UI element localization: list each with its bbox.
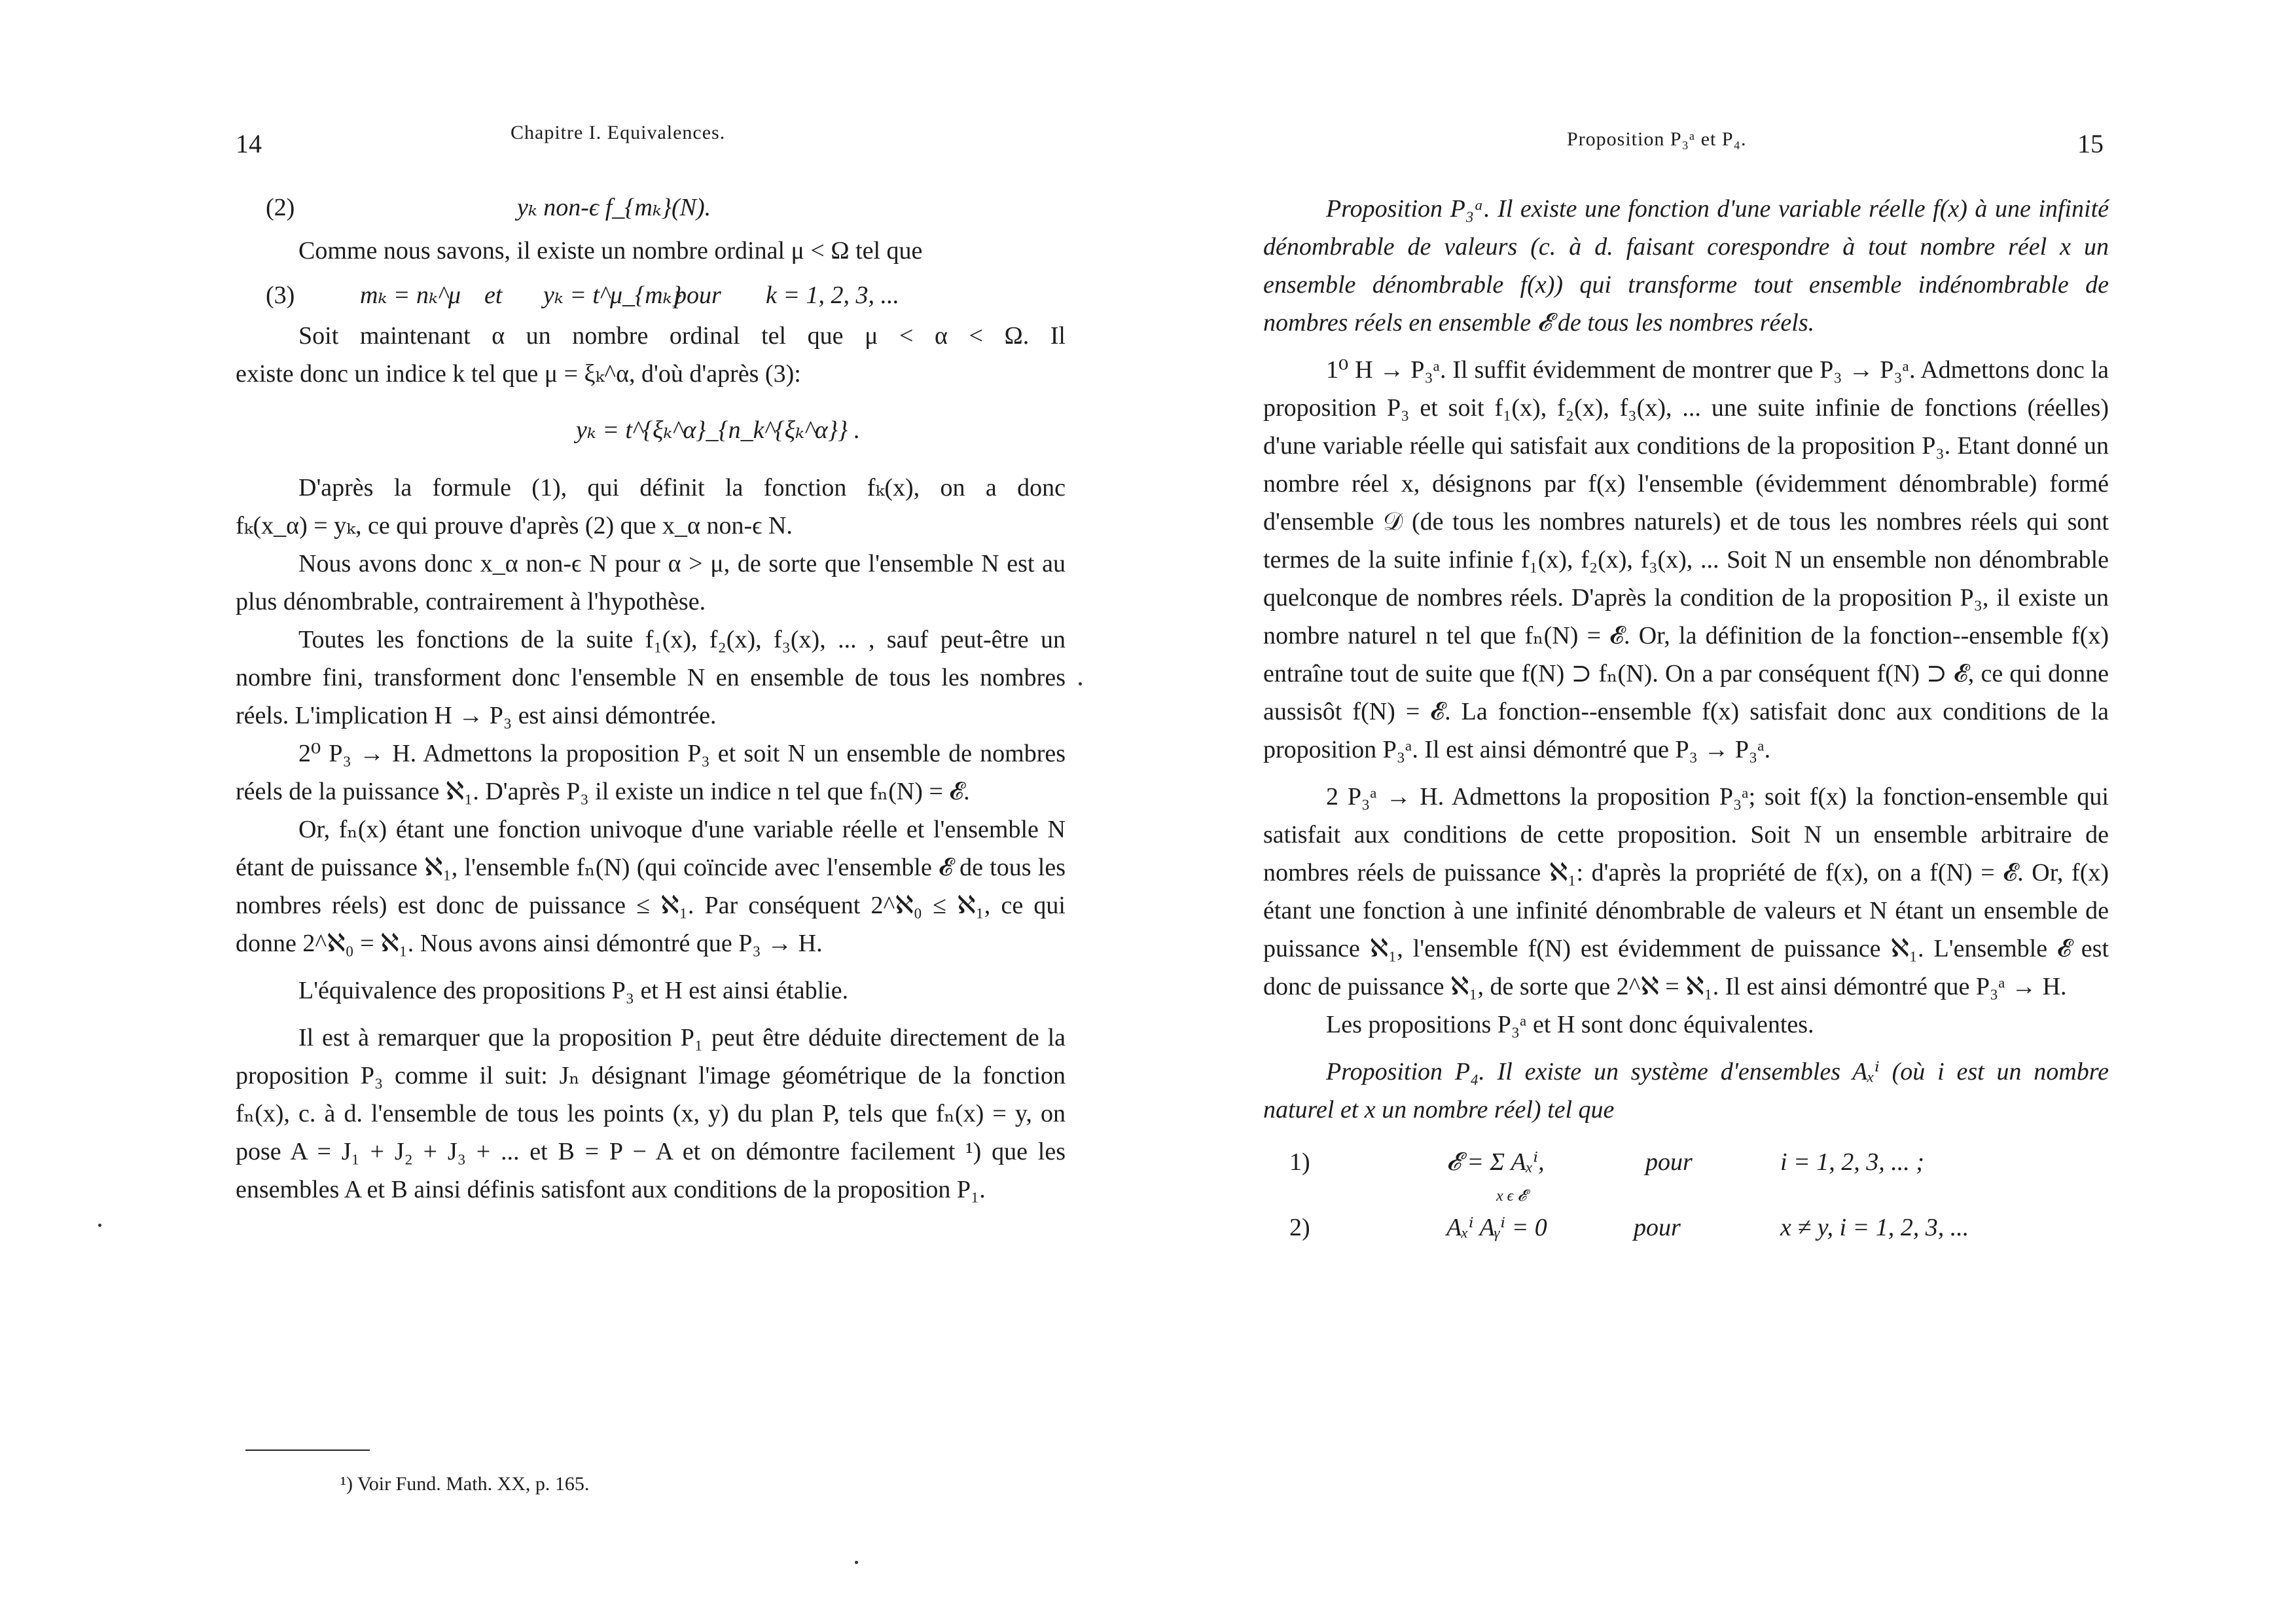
- paragraph: Nous avons donc x_α non-ϵ N pour α > μ, de sorte que l'ensemble N est au plus dénombrable, contrairement à l'hypothèse.: [236, 550, 1066, 615]
- equation-part: i = 1, 2, 3, ... ;: [1780, 1148, 1924, 1176]
- paragraph-line: Soit maintenant α un nombre ordinal tel que μ < α < Ω. Il: [298, 322, 1066, 350]
- equation-part: mₖ = nₖ^μ: [360, 282, 461, 309]
- page-number: 15: [2077, 129, 2104, 158]
- paragraph-line: fₖ(x_α) = yₖ, ce qui prouve d'après (2) que x_α non-ϵ N.: [236, 512, 793, 539]
- equation-subscript: x ϵ 𝓔: [1496, 1188, 1527, 1205]
- paragraph: Toutes les fonctions de la suite f₁(x), f₂(x), f₃(x), ... , sauf peut-être un nombre fini, transforment donc l'ensemble N en ensemble de tous les nombres réels. L'implication H → P₃ est ainsi démontrée.: [236, 626, 1066, 729]
- proposition-p3a: Proposition P₃ᵃ. Il existe une fonction d'une variable réelle f(x) à une infinité dénombrable de valeurs (c. à d. faisant corespondre à tout nombre réel x un ensemble dénombrable f(x)) qui transforme tout ensemble indénombrable de nombres réels en ensemble 𝓔 de tous les nombres réels.: [1263, 195, 2109, 337]
- paragraph: Il est à remarquer que la proposition P₁ peut être déduite directement de la proposition P₃ comme il suit: Jₙ désignant l'image géométrique de la fonction fₙ(x), c. à d. l'ensemble de tous les points (x, y) du plan P, tels que fₙ(x) = y, on pose A = J₁ + J₂ + J₃ + ... et B = P − A et on démontre facilement ¹) que les ensembles A et B ainsi définis satisfont aux conditions de la proposition P₁.: [236, 1024, 1066, 1203]
- paragraph: Comme nous savons, il existe un nombre ordinal μ < Ω tel que: [298, 237, 923, 264]
- equation-part: Aₓⁱ Aᵧⁱ = 0: [1446, 1214, 1547, 1241]
- footnote: ¹) Voir Fund. Math. XX, p. 165.: [340, 1473, 590, 1495]
- equation-word: pour: [1645, 1148, 1693, 1176]
- paragraph: Les propositions P₃ᵃ et H sont donc équivalentes.: [1326, 1011, 1814, 1038]
- footnote-rule: [245, 1450, 370, 1451]
- right-body: [1263, 190, 2109, 1253]
- proposition-p4: Proposition P₄. Il existe un système d'ensembles Aₓⁱ (où i est un nombre naturel et x un nombre réel) tel que: [1263, 1058, 2109, 1123]
- equation-part: 𝓔 = Σ Aₓⁱ,: [1446, 1148, 1545, 1176]
- equation-word: pour: [674, 282, 721, 309]
- running-head: Proposition P₃ᵃ et P₄.: [1567, 128, 1747, 150]
- equation-3: [236, 270, 1066, 317]
- equation-1: [1263, 1129, 2109, 1206]
- left-body: [236, 185, 1066, 1209]
- right-page: [1148, 0, 2296, 1623]
- equation-y: [236, 393, 1066, 469]
- equation-word: et: [484, 282, 503, 309]
- print-speck: [98, 1224, 101, 1227]
- paragraph: Or, fₙ(x) étant une fonction univoque d'une variable réelle et l'ensemble N étant de puissance ℵ₁, l'ensemble fₙ(N) (qui coïncide avec l'ensemble 𝓔 de tous les nombres réels) est donc de puissance ≤ ℵ₁. Par conséquent 2^ℵ₀ ≤ ℵ₁, ce qui donne 2^ℵ₀ = ℵ₁. Nous avons ainsi démontré que P₃ → H.: [236, 816, 1066, 957]
- equation-number: 1): [1289, 1148, 1310, 1176]
- print-speck: [1079, 682, 1082, 685]
- running-head: Chapitre I. Equivalences.: [511, 122, 726, 143]
- paragraph: 2⁰ P₃ → H. Admettons la proposition P₃ et soit N un ensemble de nombres réels de la puissance ℵ₁. D'après P₃ il existe un indice n tel que fₙ(N) = 𝓔.: [236, 740, 1066, 805]
- equation-part: k = 1, 2, 3, ...: [766, 282, 900, 309]
- equation-number: 2): [1289, 1214, 1310, 1241]
- page-number: 14: [236, 129, 262, 158]
- paragraph: 1⁰ H → P₃ᵃ. Il suffit évidemment de montrer que P₃ → P₃ᵃ. Admettons donc la proposition P₃ et soit f₁(x), f₂(x), f₃(x), ... une suite infinie de fonctions (réelles) d'une variable réelle qui satisfait aux conditions de la proposition P₃. Etant donné un nombre réel x, désignons par f(x) l'ensemble (évidemment dénombrable) formé d'ensemble 𝒟 (de tous les nombres naturels) et de tous les nombres réels qui sont termes de la suite infinie f₁(x), f₂(x), f₃(x), ... Soit N un ensemble non dénombrable quelconque de nombres réels. D'après la condition de la proposition P₃, il existe un nombre naturel n tel que fₙ(N) = 𝓔. Or, la définition de la fonction--ensemble f(x) entraîne tout de suite que f(N) ⊃ fₙ(N). On a par conséquent f(N) ⊃ 𝓔, ce qui donne aussisôt f(N) = 𝓔. La fonction--ensemble f(x) satisfait donc aux conditions de la proposition P₃ᵃ. Il est ainsi démontré que P₃ → P₃ᵃ.: [1263, 356, 2109, 763]
- paragraph: L'équivalence des propositions P₃ et H est ainsi établie.: [298, 977, 849, 1004]
- equation-number: (2): [266, 194, 295, 221]
- paragraph-line: D'après la formule (1), qui définit la fonction fₖ(x), on a donc: [298, 474, 1066, 501]
- equation-part: x ≠ y, i = 1, 2, 3, ...: [1780, 1214, 1969, 1241]
- equation-text: yₖ non-ϵ f_{mₖ}(N).: [517, 194, 711, 221]
- equation-2: [1263, 1206, 2109, 1253]
- paragraph: 2 P₃ᵃ → H. Admettons la proposition P₃ᵃ; soit f(x) la fonction-ensemble qui satisfait aux conditions de cette proposition. Soit N un ensemble arbitraire de nombres réels de puissance ℵ₁: d'après la propriété de f(x), on a f(N) = 𝓔. Or, f(x) étant une fonction à une infinité dénombrable de valeurs et N étant un ensemble de puissance ℵ₁, l'ensemble f(N) est évidemment de puissance ℵ₁. L'ensemble 𝓔 est donc de puissance ℵ₁, de sorte que 2^ℵ = ℵ₁. Il est ainsi démontré que P₃ᵃ → H.: [1263, 783, 2109, 1000]
- equation-number: (3): [266, 282, 295, 309]
- equation-word: pour: [1634, 1214, 1681, 1241]
- equation-part: yₖ = t^μ_{mₖ}: [543, 282, 682, 309]
- equation-2: [236, 185, 1066, 232]
- paragraph-line: existe donc un indice k tel que μ = ξₖ^α, d'où d'après (3):: [236, 360, 801, 388]
- print-speck: [855, 1561, 858, 1564]
- equation-text: yₖ = t^{ξₖ^α}_{n_k^{ξₖ^α}} .: [576, 416, 861, 444]
